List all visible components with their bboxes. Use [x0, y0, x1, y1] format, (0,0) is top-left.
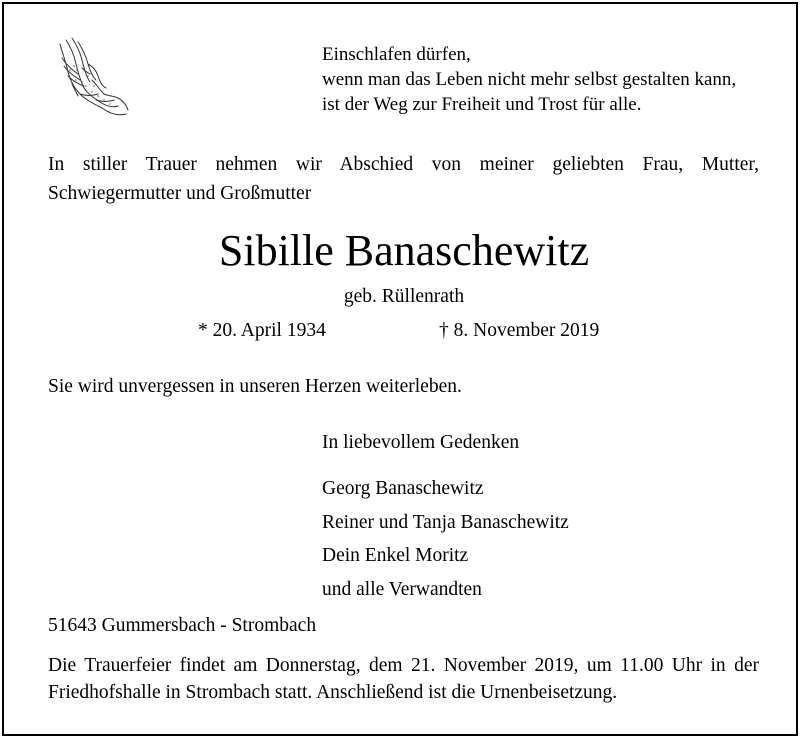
deceased-name: Sibille Banaschewitz [218, 226, 590, 275]
mourner: Georg Banaschewitz [322, 478, 484, 499]
birth-date: * 20. April 1934 [198, 320, 326, 341]
poem-line: wenn man das Leben nicht mehr selbst gestalten kann, [322, 69, 737, 90]
mourner: Dein Enkel Moritz [322, 545, 469, 566]
memory-text: Sie wird unvergessen in unseren Herzen weiterleben. [48, 376, 462, 397]
poem-line: ist der Weg zur Freiheit und Trost für alle. [322, 94, 642, 115]
poem-line: Einschlafen dürfen, [322, 44, 471, 65]
poem [322, 42, 736, 117]
mourners-list [322, 472, 569, 606]
intro-text: In stiller Trauer nehmen wir Abschied von meiner geliebten Frau, Mutter, Schwiegermutter und Großmutter [48, 154, 759, 204]
location: 51643 Gummersbach - Strombach [48, 615, 317, 636]
mourner: Reiner und Tanja Banaschewitz [322, 511, 569, 533]
greeting: In liebevollem Gedenken [322, 432, 520, 453]
mourner: und alle Verwandten [322, 578, 482, 600]
obituary-notice [2, 2, 798, 736]
death-date: † 8. November 2019 [439, 320, 600, 341]
maiden-name: geb. Rüllenrath [343, 286, 465, 307]
praying-hands-icon [52, 36, 132, 120]
service-info: Die Trauerfeier findet am Donnerstag, dem 21. November 2019, um 11.00 Uhr in der Friedhofshalle in Strombach statt. Anschließend ist die Urnenbeisetzung. [48, 655, 759, 703]
